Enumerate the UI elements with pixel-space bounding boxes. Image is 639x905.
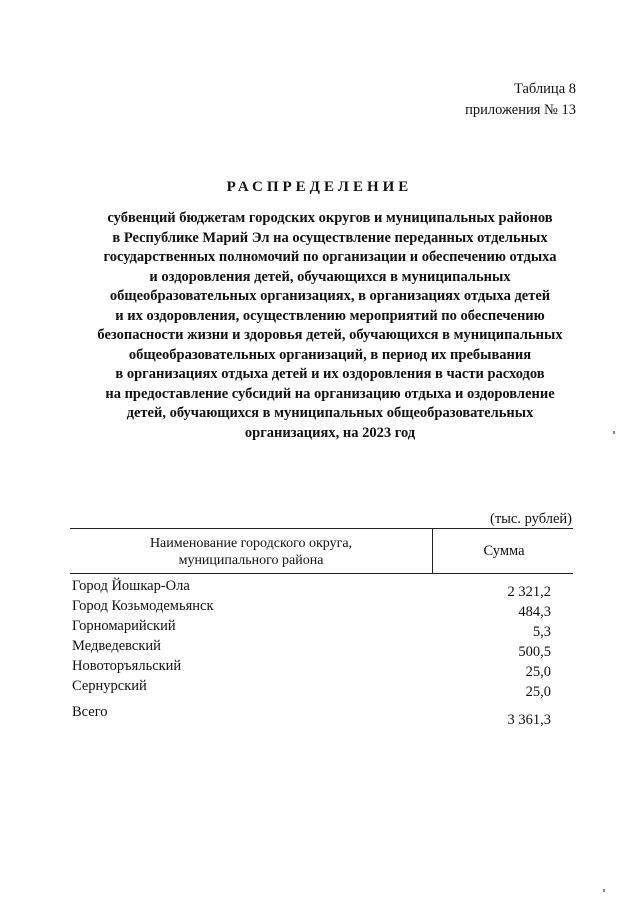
subtitle-line: в организациях отдыха детей и их оздоровления в части расходов (115, 366, 545, 382)
table-reference (465, 79, 576, 121)
table-number: Таблица 8 (513, 81, 576, 97)
subtitle-line: на предоставление субсидий на организацию отдыха и оздоровление (105, 385, 555, 402)
row-value: 25,0 (525, 684, 551, 700)
table-row (70, 578, 573, 598)
subtitle-line: общеобразовательных организациях, в организациях отдыха детей (109, 288, 551, 304)
column-header-name (70, 529, 433, 573)
table-row (70, 618, 573, 638)
subtitle-line: государственных полномочий по организации и обеспечению отдыха (103, 249, 557, 265)
distribution-table (70, 528, 573, 728)
table-row (70, 678, 573, 698)
subtitle-line: организациях, на 2023 год (244, 424, 416, 441)
table-row (70, 658, 573, 678)
subtitle-line: субвенций бюджетам городских округов и муниципальных районов (107, 210, 553, 226)
row-name: Город Козьмодемьянск (72, 598, 214, 614)
appendix-number: приложения № 13 (465, 102, 576, 118)
row-name: Сернурский (72, 678, 147, 694)
subtitle-line: и оздоровления детей, обучающихся в муниципальных (149, 268, 511, 285)
table-total-row (70, 704, 573, 728)
total-label: Всего (72, 704, 108, 720)
column-header-name-line: Наименование городского округа, (149, 536, 353, 551)
row-value: 500,5 (518, 644, 551, 660)
subtitle-line: в Республике Марий Эл на осуществление переданных отдельных (112, 229, 548, 246)
document-title: РАСПРЕДЕЛЕНИЕ (226, 179, 413, 195)
column-header-name-line: муниципального района (178, 553, 324, 568)
subtitle-line: детей, обучающихся в муниципальных общеобразовательных (126, 405, 534, 421)
row-name: Горномарийский (72, 618, 176, 634)
table-body (70, 574, 573, 728)
row-name: Город Йошкар-Ола (72, 578, 190, 594)
row-value: 2 321,2 (507, 584, 551, 600)
document-subtitle (70, 209, 590, 443)
row-value: 25,0 (525, 664, 551, 680)
row-name: Медведевский (72, 638, 161, 654)
table-row (70, 638, 573, 658)
units-label: (тыс. рублей) (490, 511, 572, 527)
subtitle-line: безопасности жизни и здоровья детей, обучающихся в муниципальных (97, 327, 563, 343)
scan-speck (613, 431, 615, 434)
table-header (70, 528, 573, 574)
subtitle-line: и их оздоровления, осуществлению мероприятий по обеспечению (115, 307, 545, 324)
row-name: Новоторъяльский (72, 658, 182, 674)
row-value: 5,3 (532, 624, 551, 640)
scan-speck (603, 889, 605, 892)
column-header-sum: Сумма (483, 543, 525, 559)
total-value: 3 361,3 (507, 712, 551, 728)
subtitle-line: общеобразовательных организаций, в период их пребывания (128, 346, 532, 363)
table-row (70, 598, 573, 618)
row-value: 484,3 (518, 604, 551, 620)
